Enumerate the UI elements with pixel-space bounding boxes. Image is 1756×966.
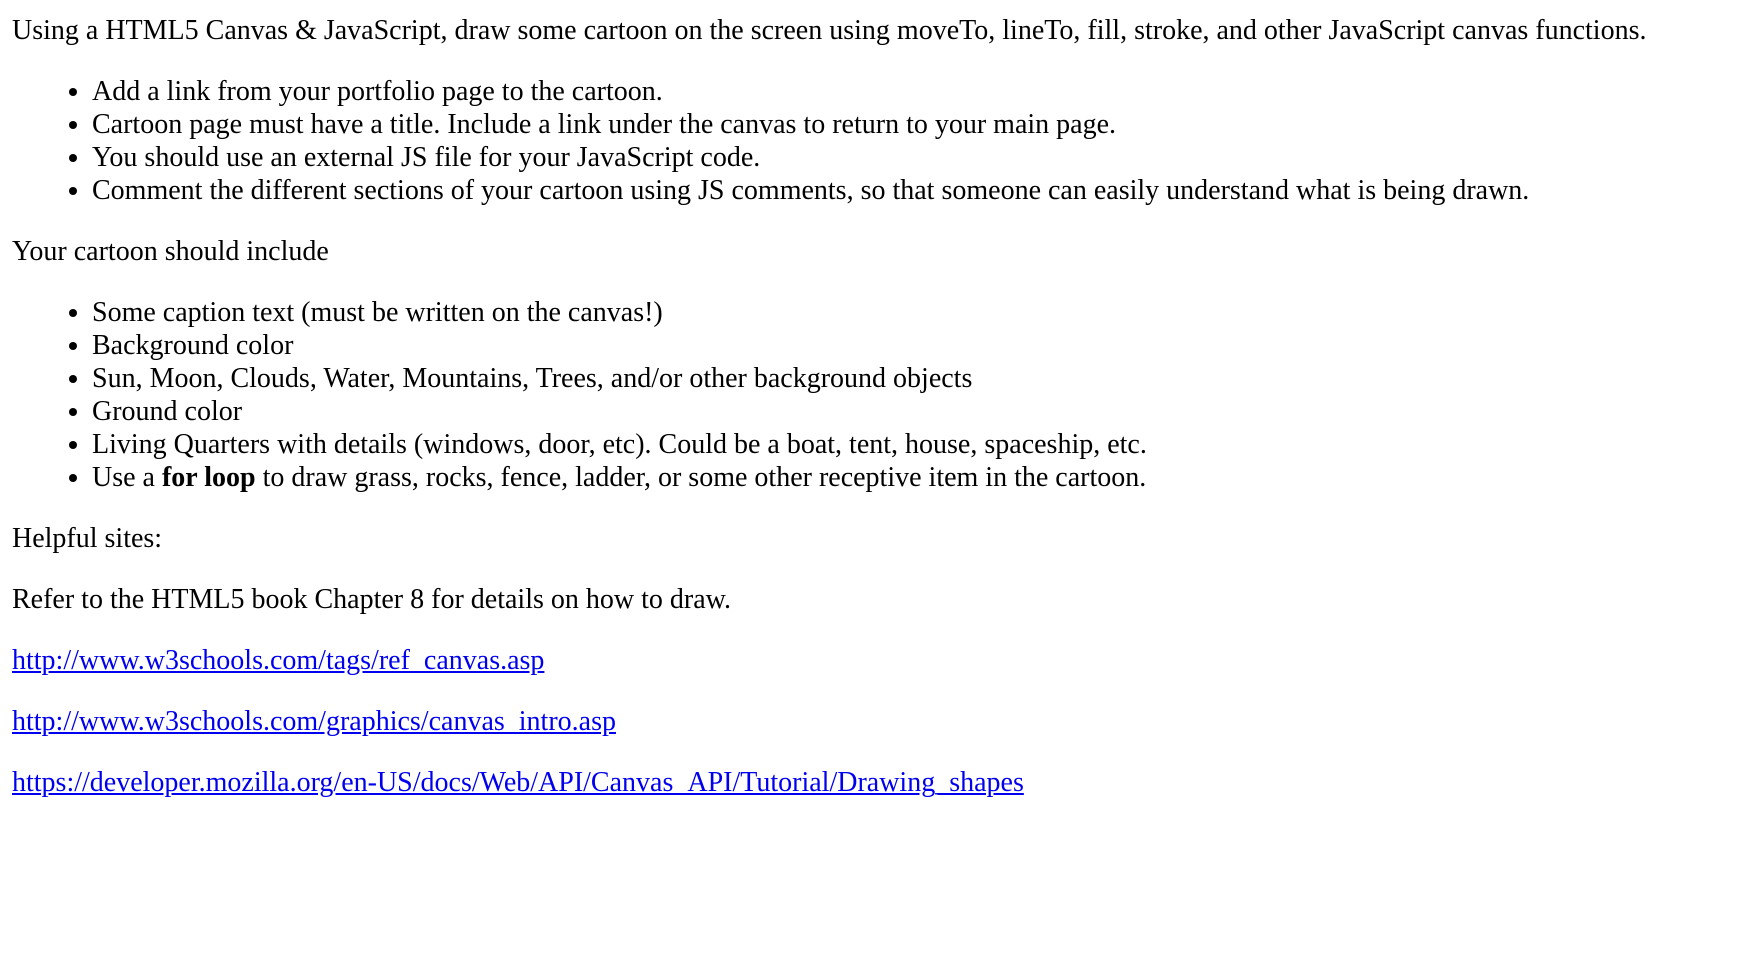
list-item: • Some caption text (must be written on the canvas!) bbox=[92, 296, 1744, 329]
helpful-sites-heading: Helpful sites: bbox=[12, 523, 163, 554]
list-item-for-loop bbox=[92, 461, 1744, 494]
list-item: • Background color bbox=[92, 329, 1744, 362]
for-loop-suffix: to draw grass, rocks, fence, ladder, or some other receptive item in the cartoon. bbox=[255, 462, 1147, 493]
list-item: • Living Quarters with details (windows, door, etc). Could be a boat, tent, house, spaceship, etc. bbox=[92, 428, 1744, 461]
list-item: • You should use an external JS file for your JavaScript code. bbox=[92, 141, 1744, 174]
book-reference: Refer to the HTML5 book Chapter 8 for details on how to draw. bbox=[12, 584, 732, 615]
requirements-list bbox=[12, 75, 1744, 207]
mdn-drawing-shapes-link[interactable]: https://developer.mozilla.org/en-US/docs/Web/API/Canvas_API/Tutorial/Drawing_shapes bbox=[12, 767, 1024, 798]
list-item: • Comment the different sections of your cartoon using JS comments, so that someone can easily understand what is being drawn. bbox=[92, 174, 1744, 207]
include-heading: Your cartoon should include bbox=[12, 236, 329, 267]
for-loop-prefix: Use a bbox=[92, 462, 162, 493]
link-paragraph bbox=[12, 705, 1744, 738]
w3schools-canvas-intro-link[interactable]: http://www.w3schools.com/graphics/canvas_intro.asp bbox=[12, 706, 616, 737]
list-item: • Ground color bbox=[92, 395, 1744, 428]
include-list bbox=[12, 296, 1744, 494]
for-loop-bold: for loop bbox=[161, 462, 256, 493]
list-item: • Cartoon page must have a title. Include a link under the canvas to return to your main page. bbox=[92, 108, 1744, 141]
w3schools-canvas-ref-link[interactable]: http://www.w3schools.com/tags/ref_canvas.asp bbox=[12, 645, 545, 676]
link-paragraph bbox=[12, 644, 1744, 677]
list-item: • Sun, Moon, Clouds, Water, Mountains, Trees, and/or other background objects bbox=[92, 362, 1744, 395]
intro-paragraph: Using a HTML5 Canvas & JavaScript, draw some cartoon on the screen using moveTo, lineTo, fill, stroke, and other JavaScript canvas functions. bbox=[12, 15, 1647, 46]
list-item: • Add a link from your portfolio page to the cartoon. bbox=[92, 75, 1744, 108]
link-paragraph bbox=[12, 766, 1744, 799]
